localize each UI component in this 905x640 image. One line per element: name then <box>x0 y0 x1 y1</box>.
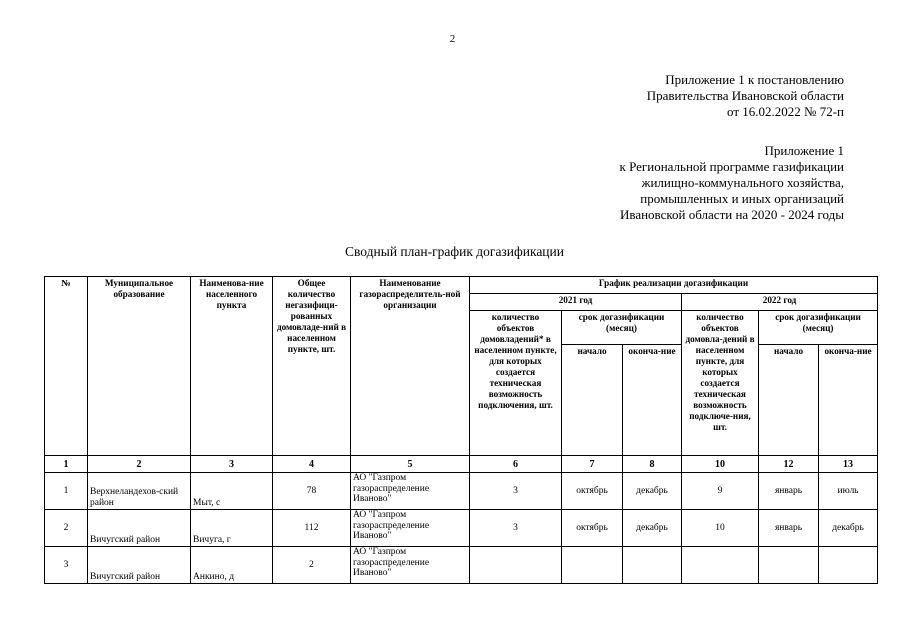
header-end-2022: оконча-ние <box>819 345 878 456</box>
header-count-2022: количество объектов домовла-дений в населенном пункте, для которых создается техническая возможность подключе-ния, шт. <box>682 311 759 456</box>
gas-organization-cell: АО "Газпром газораспределение Иваново" <box>351 473 470 510</box>
column-number-row <box>45 456 878 473</box>
column-number: 2 <box>88 456 191 473</box>
end-2021-cell <box>623 547 682 584</box>
total-households-cell: 2 <box>273 547 351 584</box>
gas-organization-cell: АО "Газпром газораспределение Иваново" <box>351 510 470 547</box>
column-number: 3 <box>191 456 273 473</box>
appendix-program-line: Приложение 1 <box>764 143 844 158</box>
header-year-2021: 2021 год <box>470 294 682 311</box>
end-2022-cell: июль <box>819 473 878 510</box>
column-number: 10 <box>682 456 759 473</box>
count-2021-cell: 3 <box>470 510 562 547</box>
column-number: 1 <box>45 456 88 473</box>
count-2022-cell: 9 <box>682 473 759 510</box>
header-no: № <box>45 277 88 456</box>
header-term-2022: срок догазификации (месяц) <box>759 311 878 345</box>
table-row <box>45 510 878 547</box>
end-2022-cell: декабрь <box>819 510 878 547</box>
start-2022-cell: январь <box>759 510 819 547</box>
appendix-decree-block <box>647 72 844 120</box>
municipality-cell: Верхнеландехов-ский район <box>88 473 191 510</box>
appendix-decree-line: Приложение 1 к постановлению <box>665 72 844 87</box>
column-number: 7 <box>562 456 623 473</box>
appendix-program-line: Ивановской области на 2020 - 2024 годы <box>619 207 844 222</box>
column-number: 12 <box>759 456 819 473</box>
appendix-decree-line: от 16.02.2022 № 72-п <box>727 104 844 119</box>
header-start-2022: начало <box>759 345 819 456</box>
start-2022-cell: январь <box>759 473 819 510</box>
row-number: 3 <box>45 547 88 584</box>
appendix-decree-line: Правительства Ивановской области <box>646 88 844 103</box>
count-2022-cell: 10 <box>682 510 759 547</box>
settlement-cell: Мыт, с <box>191 473 273 510</box>
start-2021-cell: октябрь <box>562 473 623 510</box>
municipality-cell: Вичугский район <box>88 510 191 547</box>
header-term-2021: срок догазификации (месяц) <box>562 311 682 345</box>
table-row <box>45 473 878 510</box>
start-2022-cell <box>759 547 819 584</box>
end-2021-cell: декабрь <box>623 473 682 510</box>
appendix-program-line: промышленных и иных организаций <box>640 191 844 206</box>
row-number: 1 <box>45 473 88 510</box>
total-households-cell: 78 <box>273 473 351 510</box>
municipality-cell: Вичугский район <box>88 547 191 584</box>
row-number: 2 <box>45 510 88 547</box>
start-2021-cell <box>562 547 623 584</box>
header-count-2021: количество объектов домовладений* в населенном пункте, для которых создается техническая возможность подключения, шт. <box>470 311 562 456</box>
appendix-program-line: жилищно-коммунального хозяйства, <box>641 175 844 190</box>
header-year-2022: 2022 год <box>682 294 878 311</box>
appendix-program-line: к Региональной программе газификации <box>619 159 844 174</box>
column-number: 13 <box>819 456 878 473</box>
page-number: 2 <box>449 33 456 45</box>
header-total-households: Общее количество негазифици-рованных домовладе-ний в населенном пункте, шт. <box>273 277 351 456</box>
settlement-cell: Вичуга, г <box>191 510 273 547</box>
count-2021-cell <box>470 547 562 584</box>
total-households-cell: 112 <box>273 510 351 547</box>
document-title: Сводный план-график догазификации <box>345 244 564 259</box>
column-number: 6 <box>470 456 562 473</box>
header-start-2021: начало <box>562 345 623 456</box>
end-2021-cell: декабрь <box>623 510 682 547</box>
header-gas-organization: Наименование газораспределитель-ной организации <box>351 277 470 456</box>
count-2022-cell <box>682 547 759 584</box>
gasification-schedule-table <box>44 276 878 584</box>
table-row <box>45 547 878 584</box>
column-number: 4 <box>273 456 351 473</box>
header-settlement: Наименова-ние населенного пункта <box>191 277 273 456</box>
column-number: 5 <box>351 456 470 473</box>
header-municipality: Муниципальное образование <box>88 277 191 456</box>
start-2021-cell: октябрь <box>562 510 623 547</box>
appendix-program-block <box>620 143 844 223</box>
count-2021-cell: 3 <box>470 473 562 510</box>
header-schedule: График реализации догазификации <box>470 277 878 294</box>
column-number: 8 <box>623 456 682 473</box>
header-end-2021: оконча-ние <box>623 345 682 456</box>
settlement-cell: Анкино, д <box>191 547 273 584</box>
gas-organization-cell: АО "Газпром газораспределение Иваново" <box>351 547 470 584</box>
end-2022-cell <box>819 547 878 584</box>
